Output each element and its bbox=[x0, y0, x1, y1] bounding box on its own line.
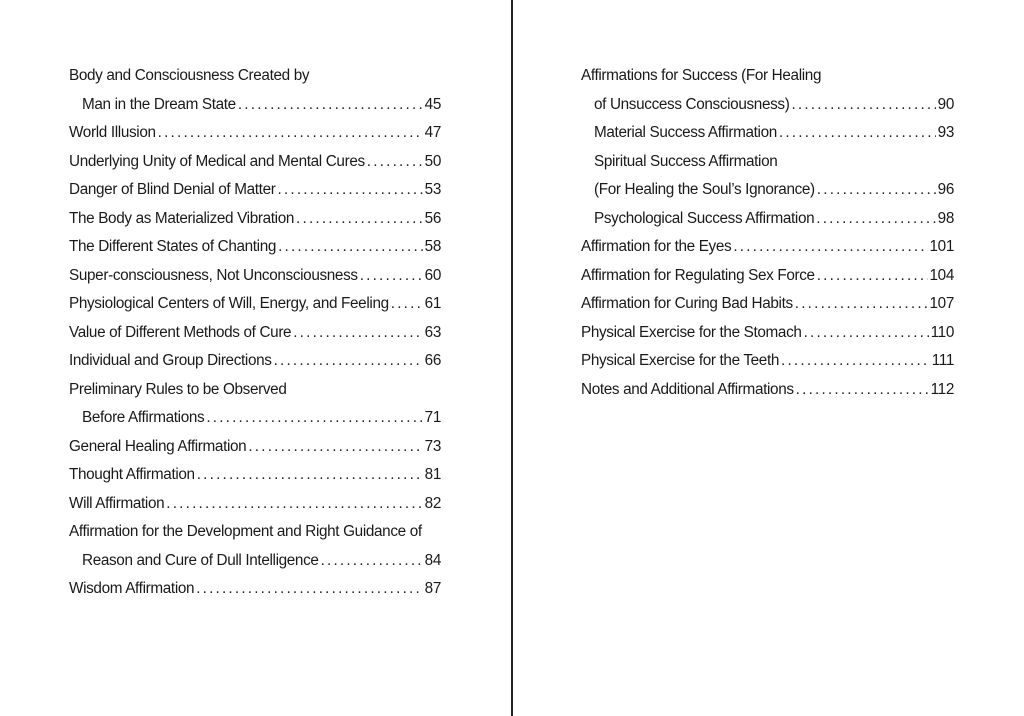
toc-dot-leader bbox=[795, 290, 928, 319]
toc-entry bbox=[69, 119, 441, 148]
toc-dot-leader bbox=[274, 347, 423, 376]
toc-entry-title: of Unsuccess Consciousness) bbox=[594, 95, 790, 113]
toc-page-number: 61 bbox=[424, 295, 441, 312]
toc-entry bbox=[581, 376, 954, 405]
toc-entry bbox=[69, 319, 441, 348]
toc-dot-leader bbox=[804, 319, 929, 348]
toc-left-page bbox=[69, 62, 441, 604]
toc-entry-title: Affirmation for Regulating Sex Force bbox=[581, 266, 815, 284]
toc-entry-title: Will Affirmation bbox=[69, 494, 165, 512]
toc-entry-title: World Illusion bbox=[69, 124, 156, 141]
toc-entry-title: Physiological Centers of Will, Energy, and Feeling bbox=[69, 295, 389, 312]
toc-dot-leader bbox=[321, 547, 423, 576]
toc-page-number: 53 bbox=[424, 181, 441, 198]
toc-page-number: 82 bbox=[424, 494, 441, 512]
toc-entry bbox=[69, 62, 441, 91]
toc-entry-title: Wisdom Affirmation bbox=[69, 580, 195, 597]
toc-entry bbox=[581, 233, 954, 262]
toc-dot-leader bbox=[166, 490, 422, 519]
toc-dot-leader bbox=[817, 262, 928, 291]
toc-page-number: 101 bbox=[929, 238, 954, 255]
toc-page-number: 47 bbox=[424, 124, 441, 141]
toc-entry bbox=[581, 119, 954, 148]
toc-page-number: 60 bbox=[424, 266, 441, 284]
toc-dot-leader bbox=[158, 119, 423, 148]
toc-entry bbox=[69, 205, 441, 234]
toc-page-number: 56 bbox=[424, 209, 441, 227]
toc-entry-title: The Body as Materialized Vibration bbox=[69, 209, 295, 227]
toc-dot-leader bbox=[733, 233, 927, 262]
toc-entry bbox=[581, 205, 954, 234]
toc-dot-leader bbox=[796, 376, 929, 405]
toc-page-number: 66 bbox=[424, 352, 441, 369]
toc-entry-title: Danger of Blind Denial of Matter bbox=[69, 181, 276, 198]
toc-entry bbox=[69, 176, 441, 205]
toc-dot-leader bbox=[277, 176, 422, 205]
toc-page-number: 90 bbox=[937, 95, 954, 113]
toc-dot-leader bbox=[248, 433, 422, 462]
toc-entry bbox=[581, 262, 954, 291]
toc-entry-title: The Different States of Chanting bbox=[69, 238, 277, 255]
toc-entry-title: Physical Exercise for the Stomach bbox=[581, 323, 802, 341]
toc-dot-leader bbox=[360, 262, 423, 291]
toc-entry-title: Physical Exercise for the Teeth bbox=[581, 352, 780, 369]
toc-page-number: 58 bbox=[424, 238, 441, 255]
toc-entry bbox=[69, 490, 441, 519]
toc-entry bbox=[69, 518, 441, 547]
toc-entry bbox=[69, 575, 441, 604]
toc-page-number: 112 bbox=[930, 380, 954, 398]
toc-dot-leader bbox=[391, 290, 423, 319]
toc-page-number: 96 bbox=[937, 181, 954, 198]
toc-entry bbox=[581, 148, 954, 177]
toc-page-number: 110 bbox=[930, 323, 954, 341]
toc-dot-leader bbox=[196, 575, 422, 604]
toc-page-number: 104 bbox=[929, 266, 954, 284]
toc-entry-title: Affirmation for the Development and Right Guidance of bbox=[69, 523, 422, 540]
toc-dot-leader bbox=[197, 461, 423, 490]
toc-entry bbox=[69, 461, 441, 490]
toc-entry-title: Spiritual Success Affirmation bbox=[594, 152, 778, 170]
toc-entry bbox=[581, 319, 954, 348]
toc-dot-leader bbox=[779, 119, 936, 148]
toc-entry-title: Psychological Success Affirmation bbox=[594, 209, 815, 227]
toc-entry bbox=[69, 262, 441, 291]
toc-entry bbox=[581, 176, 954, 205]
toc-entry-title: Underlying Unity of Medical and Mental Cures bbox=[69, 152, 365, 170]
toc-page-number: 111 bbox=[931, 352, 954, 369]
toc-dot-leader bbox=[206, 404, 422, 433]
toc-entry-title: (For Healing the Soul’s Ignorance) bbox=[594, 181, 815, 198]
toc-dot-leader bbox=[781, 347, 930, 376]
toc-entry-title: Super-consciousness, Not Unconsciousness bbox=[69, 266, 358, 284]
toc-entry-title: Before Affirmations bbox=[82, 409, 205, 426]
toc-entry-title: Preliminary Rules to be Observed bbox=[69, 380, 287, 398]
toc-entry-title: General Healing Affirmation bbox=[69, 437, 247, 455]
toc-entry bbox=[581, 290, 954, 319]
toc-page-number: 93 bbox=[937, 124, 954, 141]
toc-entry bbox=[69, 148, 441, 177]
toc-page-number: 107 bbox=[929, 295, 954, 312]
toc-page-number: 73 bbox=[424, 437, 441, 455]
toc-entry bbox=[581, 347, 954, 376]
toc-entry-title: Reason and Cure of Dull Intelligence bbox=[82, 551, 319, 569]
toc-dot-leader bbox=[278, 233, 423, 262]
toc-dot-leader bbox=[293, 319, 422, 348]
toc-entry-title: Affirmation for the Eyes bbox=[581, 238, 732, 255]
toc-entry-title: Affirmations for Success (For Healing bbox=[581, 67, 822, 84]
toc-entry bbox=[69, 404, 441, 433]
toc-entry bbox=[581, 62, 954, 91]
toc-entry-title: Thought Affirmation bbox=[69, 466, 195, 483]
toc-page-number: 98 bbox=[937, 209, 954, 227]
toc-entry-title: Material Success Affirmation bbox=[594, 124, 777, 141]
toc-page-number: 87 bbox=[424, 580, 441, 597]
toc-entry-title: Affirmation for Curing Bad Habits bbox=[581, 295, 793, 312]
toc-entry-title: Body and Consciousness Created by bbox=[69, 67, 310, 84]
toc-entry-title: Value of Different Methods of Cure bbox=[69, 323, 292, 341]
toc-entry bbox=[69, 433, 441, 462]
toc-dot-leader bbox=[367, 148, 423, 177]
toc-dot-leader bbox=[238, 91, 423, 120]
toc-entry bbox=[69, 347, 441, 376]
page-gutter-divider bbox=[511, 0, 513, 716]
toc-dot-leader bbox=[816, 205, 935, 234]
toc-right-page bbox=[581, 62, 954, 404]
toc-page-number: 71 bbox=[424, 409, 441, 426]
toc-page-number: 50 bbox=[424, 152, 441, 170]
toc-dot-leader bbox=[817, 176, 936, 205]
toc-page-number: 63 bbox=[424, 323, 441, 341]
toc-dot-leader bbox=[296, 205, 423, 234]
toc-entry bbox=[69, 547, 441, 576]
toc-entry bbox=[69, 91, 441, 120]
toc-entry-title: Individual and Group Directions bbox=[69, 352, 272, 369]
toc-page-number: 45 bbox=[424, 95, 441, 113]
toc-dot-leader bbox=[791, 91, 935, 120]
toc-entry bbox=[581, 91, 954, 120]
toc-page-number: 84 bbox=[424, 551, 441, 569]
toc-entry-title: Notes and Additional Affirmations bbox=[581, 380, 794, 398]
toc-entry bbox=[69, 233, 441, 262]
toc-entry bbox=[69, 376, 441, 405]
toc-page-number: 81 bbox=[424, 466, 441, 483]
toc-entry bbox=[69, 290, 441, 319]
toc-entry-title: Man in the Dream State bbox=[82, 95, 236, 113]
